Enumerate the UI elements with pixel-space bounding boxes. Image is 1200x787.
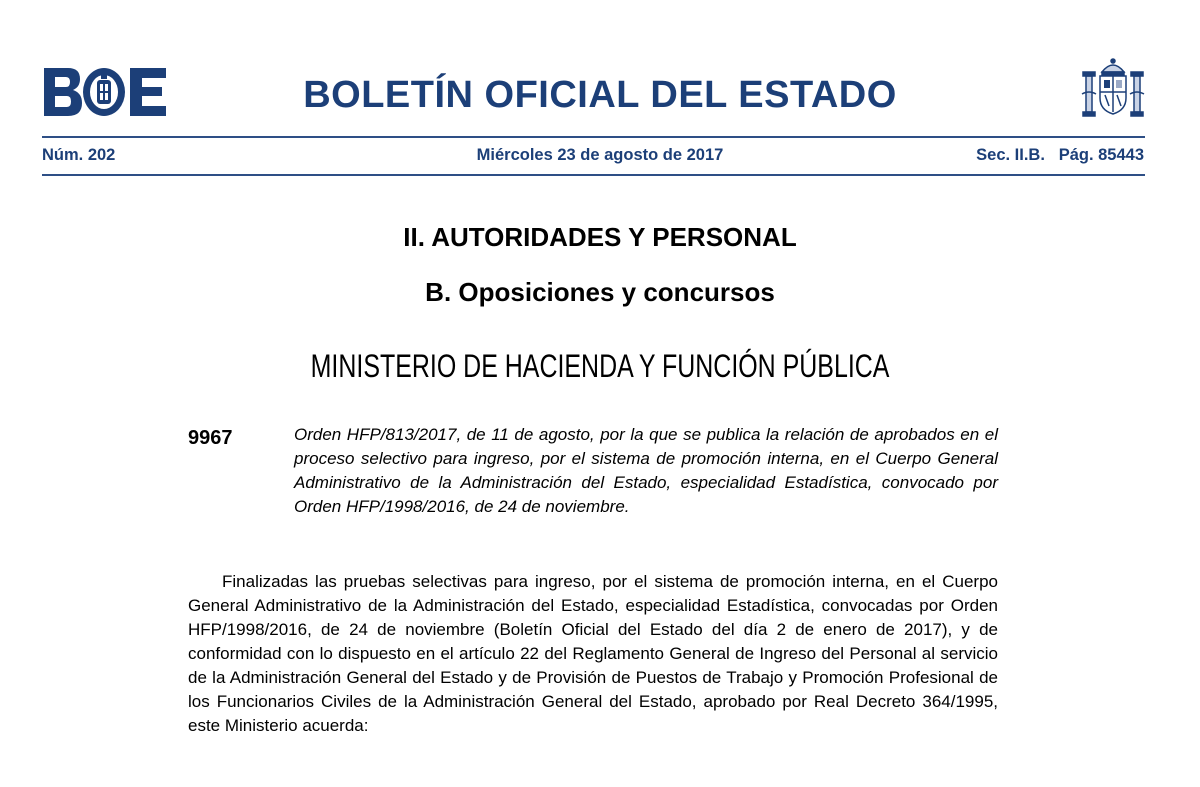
entry-summary: Orden HFP/813/2017, de 11 de agosto, por la que se publica la relación de aprobados en el proceso selectivo para ingreso, por el sistema de promoción interna, en el Cuerpo General Administrativo de la Administración del Estado, especialidad Estadística, convocado por Orden HFP/1998/2016, de 24 de noviembre.	[294, 425, 998, 516]
ministry-name: MINISTERIO DE HACIENDA Y FUNCIÓN PÚBLICA	[310, 348, 890, 384]
entry-number: 9967	[188, 427, 233, 449]
header-rule-bottom	[42, 174, 1145, 176]
issue-date: Miércoles 23 de agosto de 2017	[476, 146, 724, 164]
subsection-title: B. Oposiciones y concursos	[425, 277, 775, 307]
ministry-heading	[100, 343, 1100, 389]
publication-title: BOLETÍN OFICIAL DEL ESTADO	[303, 74, 897, 116]
boe-logo	[42, 66, 168, 118]
section-page-label	[976, 143, 1144, 167]
section-label: Sec. II.B.	[976, 146, 1045, 164]
section-title: II. AUTORIDADES Y PERSONAL	[403, 222, 797, 252]
header-rule-top	[42, 136, 1145, 138]
body-paragraph: Finalizadas las pruebas selectivas para ingreso, por el sistema de promoción interna, en el Cuerpo General Administrativo de la Administración del Estado, especialidad Estadística, convocadas por Orden HFP/1998/2016, de 24 de noviembre (Boletín Oficial del Estado del día 2 de enero de 2017), y de conformidad con lo dispuesto en el artículo 22 del Reglamento General de Ingreso del Personal al servicio de la Administración General del Estado y de Provisión de Puestos de Trabajo y Promoción Profesional de los Funcionarios Civiles de la Administración General del Estado, aprobado por Real Decreto 364/1995, este Ministerio acuerda:	[188, 572, 998, 735]
page-label: Pág. 85443	[1058, 146, 1144, 164]
issue-number: Núm. 202	[42, 146, 116, 164]
coat-of-arms-icon	[1078, 54, 1148, 124]
